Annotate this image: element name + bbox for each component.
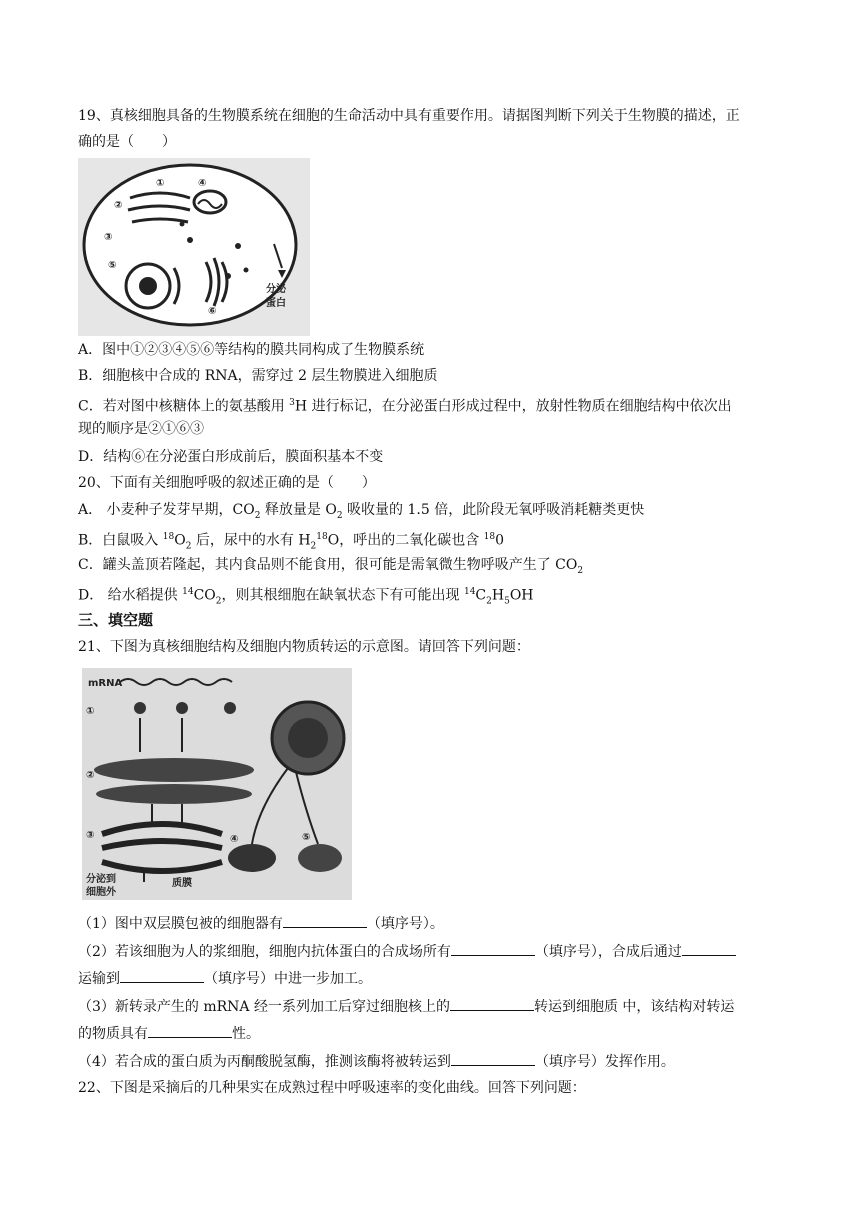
q19-option-a: A．图中①②③④⑤⑥等结构的膜共同构成了生物膜系统 xyxy=(78,342,425,358)
marker-2: ② xyxy=(114,200,123,211)
q20-option-c: C．罐头盖顶若隆起，其内食品则不能食用，很可能是需氧微生物呼吸产生了 $CO_2$ xyxy=(78,557,584,576)
answer-blank[interactable] xyxy=(120,968,204,983)
q19-option-b: B．细胞核中合成的 RNA，需穿过 2 层生物膜进入细胞质 xyxy=(78,368,438,384)
q20-stem: 20、下面有关细胞呼吸的叙述正确的是（ ） xyxy=(78,475,376,491)
fig21-marker-3: ③ xyxy=(86,830,95,841)
q21-part3-line1: （3）新转录产生的 mRNA 经一系列加工后穿过细胞核上的 转运到细胞质 中，该结构对转运 xyxy=(78,996,734,1017)
arrow-label-a: 分泌 xyxy=(266,284,286,295)
marker-4: ④ xyxy=(198,178,207,189)
q19-figure xyxy=(78,158,310,336)
q21-stem: 21、下图为真核细胞结构及细胞内物质转运的示意图。请回答下列问题： xyxy=(78,639,530,655)
answer-blank[interactable] xyxy=(148,1023,232,1038)
q19-option-c-line1: C．若对图中核糖体上的氨基酸用 $^3$H 进行标记，在分泌蛋白形成过程中，放射性物质在细胞结构中依次出 xyxy=(78,398,732,415)
secrete-label-b: 细胞外 xyxy=(86,887,116,898)
q21-part3-line2: 的物质具有 性。 xyxy=(78,1023,260,1044)
answer-blank[interactable] xyxy=(450,996,534,1011)
marker-5: ⑤ xyxy=(108,260,117,271)
fig21-marker-4: ④ xyxy=(230,834,239,845)
q22-stem: 22、下图是采摘后的几种果实在成熟过程中呼吸速率的变化曲线。回答下列问题： xyxy=(78,1080,586,1096)
marker-1: ① xyxy=(156,178,165,189)
q20-option-a: A． 小麦种子发芽早期，$CO_2$ 释放量是 $O_2$ 吸收量的 1.5 倍，此阶段无氧呼吸消耗糖类更快 xyxy=(78,502,645,521)
secrete-label-a: 分泌到 xyxy=(86,874,116,885)
fig21-marker-2: ② xyxy=(86,770,95,781)
q21-part2-line2: 运输到 （填序号）中进一步加工。 xyxy=(78,968,372,989)
q20-option-b: B．白鼠吸入 $^{18}O_2$ 后，尿中的水有 $H_2^{18}O$，呼出的二氧化碳也含 $^{18}$0 xyxy=(78,532,505,552)
answer-blank[interactable] xyxy=(283,913,367,928)
cell-membrane-diagram xyxy=(78,158,310,336)
marker-6: ⑥ xyxy=(208,306,217,317)
membrane-label: 质膜 xyxy=(172,878,192,889)
q19-option-d: D．结构⑥在分泌蛋白形成前后，膜面积基本不变 xyxy=(78,449,384,465)
q19-stem-line1: 19、真核细胞具备的生物膜系统在细胞的生命活动中具有重要作用。请据图判断下列关于生物膜的描述，正 xyxy=(78,108,740,124)
section-heading: 三、填空题 xyxy=(78,611,154,629)
q19-stem-line2: 确的是（ ） xyxy=(78,134,176,150)
fig21-marker-5: ⑤ xyxy=(302,832,311,843)
q21-part4: （4）若合成的蛋白质为丙酮酸脱氢酶，推测该酶将被转运到 （填序号）发挥作用。 xyxy=(78,1051,675,1072)
answer-blank[interactable] xyxy=(451,1051,535,1066)
answer-blank[interactable] xyxy=(451,941,535,956)
marker-3: ③ xyxy=(104,232,113,243)
protein-transport-diagram xyxy=(82,668,352,900)
mrna-label: mRNA xyxy=(88,678,123,689)
fig21-marker-1: ① xyxy=(86,706,95,717)
arrow-label-b: 蛋白 xyxy=(266,298,286,309)
q20-option-d: D． 给水稻提供 $^{14}CO_2$，则其根细胞在缺氧状态下有可能出现 $^{14}C_2H_5OH$ xyxy=(78,587,534,607)
q21-part1: （1）图中双层膜包被的细胞器有 （填序号）。 xyxy=(78,913,444,934)
answer-blank[interactable] xyxy=(682,941,736,956)
q19-option-c-line2: 现的顺序是②①⑥③ xyxy=(78,421,204,437)
q21-figure xyxy=(82,668,352,900)
q21-part2-line1: （2）若该细胞为人的浆细胞，细胞内抗体蛋白的合成场所有 （填序号），合成后通过 xyxy=(78,941,736,962)
